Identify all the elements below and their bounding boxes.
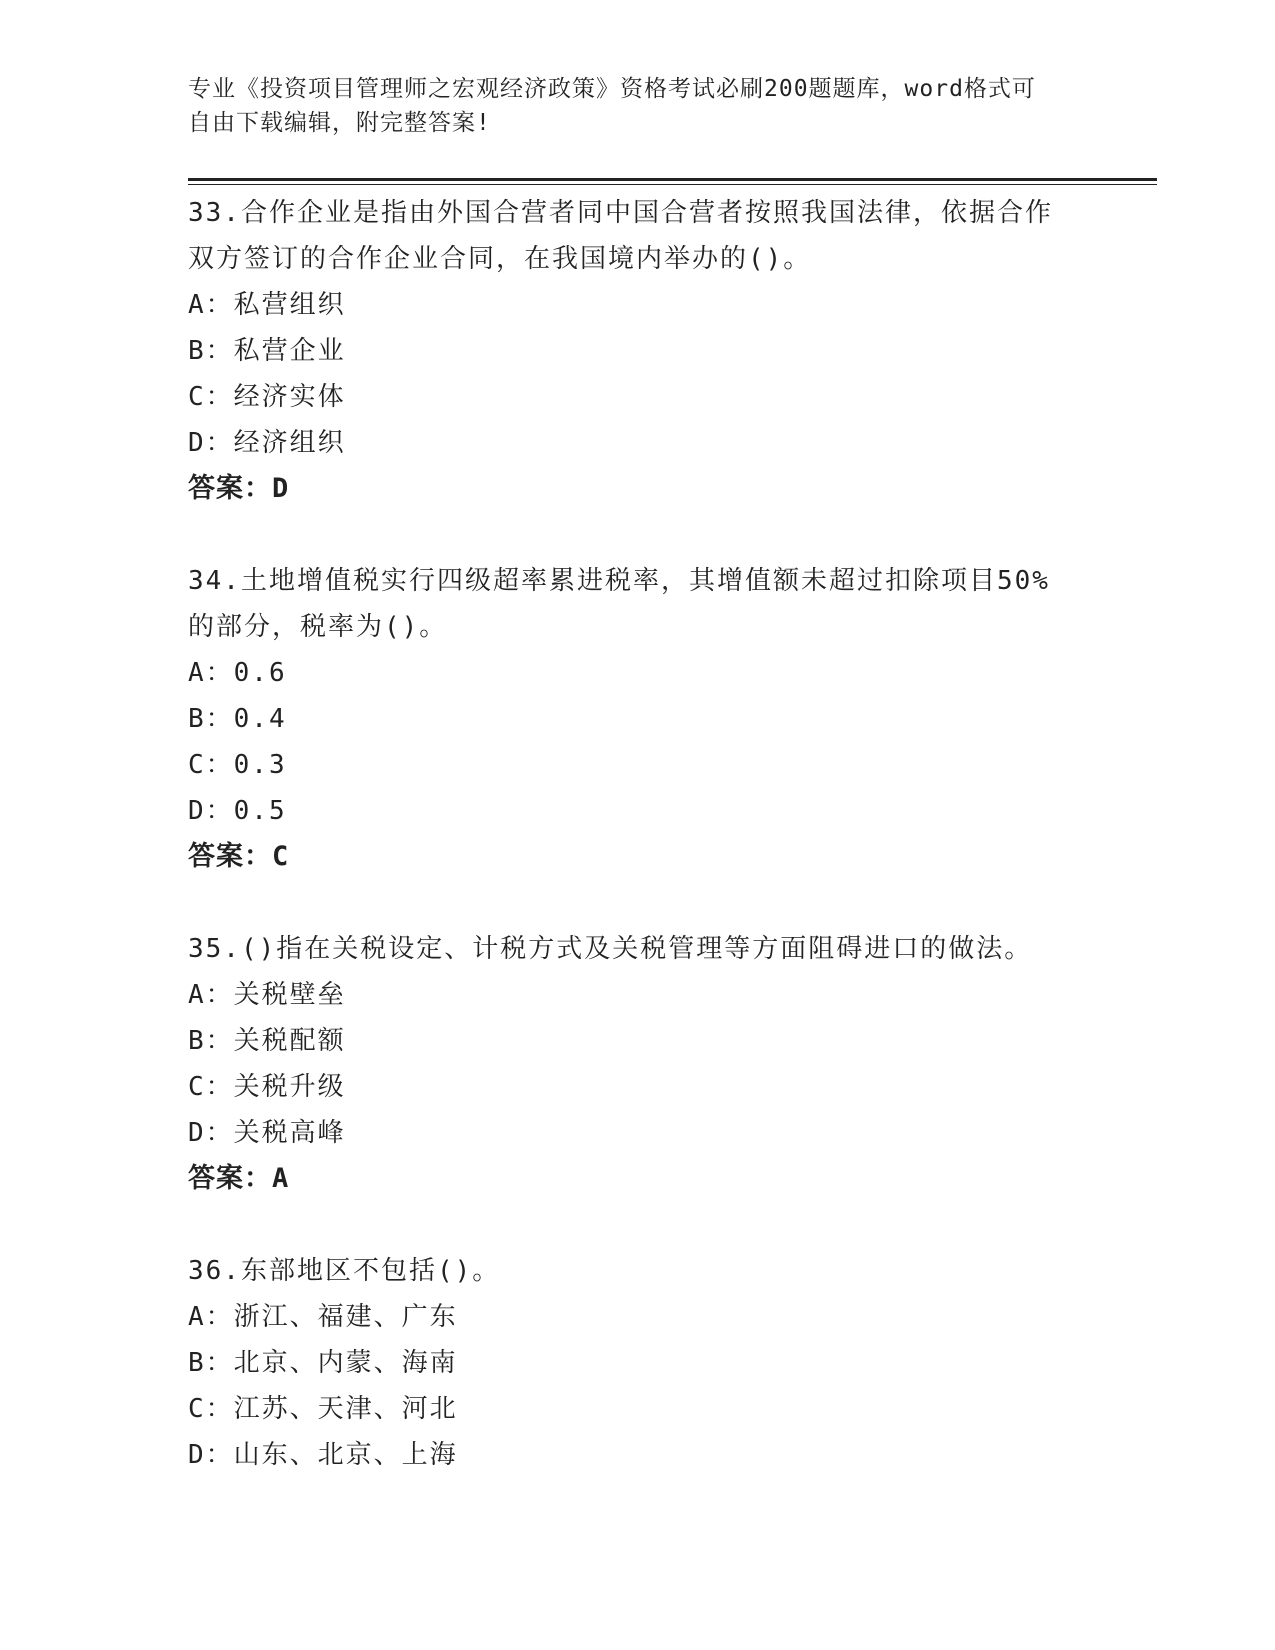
- question-text: 35.()指在关税设定、计税方式及关税管理等方面阻碍进口的做法。: [188, 934, 1033, 964]
- option-b: B：关税配额: [188, 1026, 346, 1056]
- question-36: [188, 1248, 1088, 1478]
- spacer: [188, 512, 1088, 558]
- option-b: B：0.4: [188, 704, 287, 734]
- option-a: A：浙江、福建、广东: [188, 1302, 458, 1332]
- question-text: 36.东部地区不包括()。: [188, 1256, 501, 1286]
- answer: 答案：D: [188, 473, 290, 504]
- header-divider-thin: [188, 184, 1157, 185]
- question-list: [188, 190, 1088, 1478]
- question-text: 33.合作企业是指由外国合营者同中国合营者按照我国法律，依据合作: [188, 198, 1053, 228]
- option-b: B：北京、内蒙、海南: [188, 1348, 458, 1378]
- option-a: A：0.6: [188, 658, 287, 688]
- answer: 答案：C: [188, 841, 290, 872]
- option-c: C：经济实体: [188, 382, 346, 412]
- question-34: [188, 558, 1088, 880]
- question-text-continued: 双方签订的合作企业合同，在我国境内举办的()。: [188, 244, 812, 274]
- option-d: D：0.5: [188, 796, 287, 826]
- header-divider-thick: [188, 178, 1157, 181]
- option-d: D：经济组织: [188, 428, 346, 458]
- spacer: [188, 880, 1088, 926]
- option-a: A：关税壁垒: [188, 980, 346, 1010]
- document-header: [188, 72, 1088, 140]
- question-text: 34.土地增值税实行四级超率累进税率，其增值额未超过扣除项目50%: [188, 566, 1050, 596]
- option-c: C：0.3: [188, 750, 287, 780]
- question-33: [188, 190, 1088, 512]
- header-line-2: 自由下载编辑，附完整答案!: [188, 110, 491, 136]
- option-b: B：私营企业: [188, 336, 346, 366]
- question-text-continued: 的部分，税率为()。: [188, 612, 448, 642]
- option-a: A：私营组织: [188, 290, 346, 320]
- option-d: D：关税高峰: [188, 1118, 346, 1148]
- answer: 答案：A: [188, 1163, 290, 1194]
- option-d: D：山东、北京、上海: [188, 1440, 458, 1470]
- spacer: [188, 1202, 1088, 1248]
- option-c: C：江苏、天津、河北: [188, 1394, 458, 1424]
- question-35: [188, 926, 1088, 1202]
- header-line-1: 专业《投资项目管理师之宏观经济政策》资格考试必刷200题题库，word格式可: [188, 76, 1036, 102]
- option-c: C：关税升级: [188, 1072, 346, 1102]
